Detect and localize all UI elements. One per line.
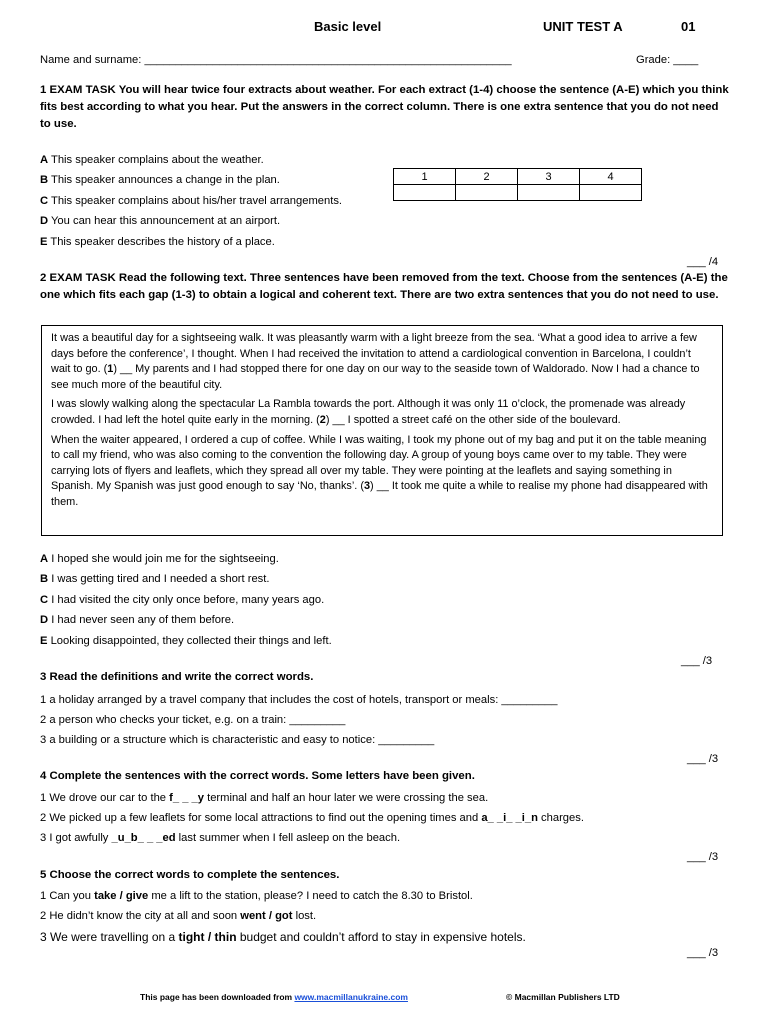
task1-option-b: B This speaker announces a change in the plan. (40, 174, 280, 186)
task2-option-c: C I had visited the city only once before, many years ago. (40, 594, 325, 606)
word-choice-take[interactable]: take (94, 890, 117, 902)
footer-download-note: This page has been downloaded from www.macmillanukraine.com (140, 992, 408, 1002)
task2-option-d: D I had never seen any of them before. (40, 614, 235, 626)
task4-sentence-2: 2 We picked up a few leaflets for some local attractions to find out the opening times and a_ _i_ _i_n charges. (40, 812, 584, 824)
answer-col-1: 1 (394, 169, 456, 185)
answer-cell-3[interactable] (518, 185, 580, 201)
task1-answer-table (393, 168, 642, 201)
answer-col-3: 3 (518, 169, 580, 185)
reading-paragraph-1: It was a beautiful day for a sightseeing walk. It was pleasantly warm with a light breeze from the sea. ‘What a good idea to arrive a few days before the conference’, I thought. When I had received the invitation to attend a cardiological convention in Barcelona, I couldn’t wait to go. (1) __ My parents and I had stopped there for one day on our way to the seaside town of Waldorado. Now I had a chance to see much more of the beautiful city. (51, 332, 700, 391)
answer-cell-1[interactable] (394, 185, 456, 201)
task2-option-e: E Looking disappointed, they collected their things and left. (40, 635, 332, 647)
footer-copyright: © Macmillan Publishers LTD (506, 992, 620, 1002)
task2-instruction: 2 EXAM TASK Read the following text. Three sentences have been removed from the text. Choose from the sentences (A-E) the one which fits each gap (1-3) to obtain a logical and coherent text. There are two extra sentences that you do not need to use. (40, 272, 728, 301)
reading-paragraph-2: I was slowly walking along the spectacular La Rambla towards the port. Although it was only 11 o’clock, the promenade was already crowded. I had left the hotel quite early in the morning. (2) __ I spotted a street café on the other side of the boulevard. (51, 398, 686, 426)
reading-text-box (41, 325, 723, 536)
task3-score: ___ /3 (687, 753, 719, 765)
task4-sentence-3: 3 I got awfully _u_b_ _ _ed last summer when I fell asleep on the beach. (40, 832, 401, 844)
reading-paragraph-3: When the waiter appeared, I ordered a cup of coffee. While I was waiting, I took my phone out of my bag and put it on the table meaning to call my friend, who was also coming to the convention the following day. A group of young boys came over to my table. They were carrying lots of flyers and leaflets, which they spread all over my table. They were pointing at the leaflets and saying something in Spanish. My Spanish was just good enough to say ‘No, thanks’. (3) __ It took me quite a while to realise my phone had disappeared with them. (51, 433, 708, 508)
answer-cell-2[interactable] (456, 185, 518, 201)
word-choice-went[interactable]: went (240, 910, 266, 922)
task5-sentence-2: 2 He didn’t know the city at all and soon went / got lost. (40, 910, 317, 922)
task1-option-c: C This speaker complains about his/her travel arrangements. (40, 195, 343, 207)
grade-line: Grade: ____ (636, 54, 699, 66)
task5-sentence-1: 1 Can you take / give me a lift to the station, please? I need to catch the 8.30 to Bristol. (40, 890, 473, 902)
name-line: Name and surname: ___________________________________________________________ (40, 54, 512, 66)
task5-instruction: 5 Choose the correct words to complete the sentences. (40, 869, 340, 881)
task1-option-e: E This speaker describes the history of a place. (40, 236, 275, 248)
test-title: UNIT TEST A (543, 19, 623, 34)
task1-instruction: 1 EXAM TASK You will hear twice four extracts about weather. For each extract (1-4) choose the sentence (A-E) which you think fits best according to what you hear. Put the answers in the correct column. There is one extra sentence that you do not need to use. (40, 84, 729, 130)
answer-col-4: 4 (580, 169, 642, 185)
task3-item-3: 3 a building or a structure which is characteristic and easy to notice: _________ (40, 734, 435, 746)
word-choice-give[interactable]: give (125, 890, 149, 902)
test-number: 01 (681, 19, 696, 34)
task5-score: ___ /3 (687, 947, 719, 959)
answer-table-header (394, 169, 642, 185)
task5-sentence-3: 3 We were travelling on a tight / thin budget and couldn’t afford to stay in expensive hotels. (40, 930, 526, 944)
task2-option-b: B I was getting tired and I needed a short rest. (40, 573, 270, 585)
word-choice-tight[interactable]: tight (178, 930, 205, 944)
word-choice-thin[interactable]: thin (214, 930, 237, 944)
task3-item-1: 1 a holiday arranged by a travel company that includes the cost of hotels, transport or meals: _________ (40, 694, 558, 706)
level-title: Basic level (314, 19, 382, 34)
task4-sentence-1: 1 We drove our car to the f_ _ _y terminal and half an hour later we were crossing the sea. (40, 792, 489, 804)
word-choice-got[interactable]: got (275, 910, 293, 922)
task4-instruction: 4 Complete the sentences with the correct words. Some letters have been given. (40, 770, 475, 782)
task1-option-a: A This speaker complains about the weather. (40, 154, 264, 166)
task2-score: ___ /3 (681, 655, 713, 667)
task2-option-a: A I hoped she would join me for the sightseeing. (40, 553, 279, 565)
task3-instruction: 3 Read the definitions and write the correct words. (40, 671, 314, 683)
footer-link[interactable]: www.macmillanukraine.com (294, 992, 408, 1002)
task3-item-2: 2 a person who checks your ticket, e.g. on a train: _________ (40, 714, 346, 726)
answer-cell-4[interactable] (580, 185, 642, 201)
task1-score: ___ /4 (687, 256, 719, 268)
answer-table-row (394, 185, 642, 201)
task4-score: ___ /3 (687, 851, 719, 863)
task1-option-d: D You can hear this announcement at an airport. (40, 215, 281, 227)
answer-col-2: 2 (456, 169, 518, 185)
